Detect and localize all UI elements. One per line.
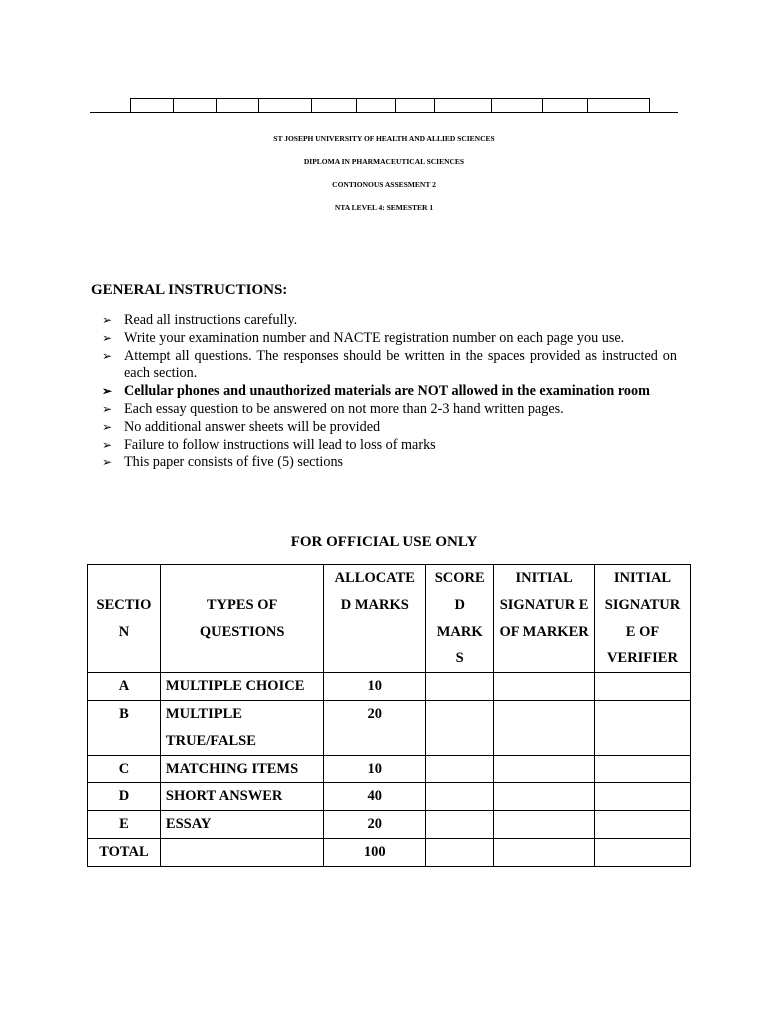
instruction-item: ➢ Write your examination number and NACTE registration number on each page you use. — [102, 329, 625, 346]
exam-number-box[interactable] — [492, 99, 543, 112]
exam-number-box[interactable] — [174, 99, 217, 112]
section-cell: B — [88, 700, 161, 755]
marker-signature-cell[interactable] — [494, 673, 595, 701]
type-cell: MULTIPLE CHOICE — [160, 673, 323, 701]
table-row — [88, 755, 691, 783]
arrow-bullet-icon: ➢ — [102, 419, 113, 434]
exam-number-boxes[interactable] — [130, 98, 650, 113]
exam-number-box[interactable] — [588, 99, 650, 112]
table-row — [88, 811, 691, 839]
arrow-bullet-icon: ➢ — [102, 348, 113, 363]
instruction-item: ➢ Cellular phones and unauthorized materials are NOT allowed in the examination room — [102, 383, 650, 400]
header-types: TYPES OF QUESTIONS — [160, 565, 323, 673]
table-header-row — [88, 565, 691, 673]
official-use-title: FOR OFFICIAL USE ONLY — [290, 534, 478, 550]
total-label-cell: TOTAL — [88, 838, 161, 866]
header-section: SECTIO N — [88, 565, 161, 673]
scored-marks-cell[interactable] — [426, 700, 494, 755]
scored-marks-cell[interactable] — [426, 811, 494, 839]
university-name: ST JOSEPH UNIVERSITY OF HEALTH AND ALLIED SCIENCES — [273, 134, 495, 143]
allocated-marks-cell: 10 — [324, 755, 426, 783]
type-cell — [160, 838, 323, 866]
instruction-item: ➢ This paper consists of five (5) sections — [102, 454, 344, 471]
verifier-signature-cell[interactable] — [595, 838, 691, 866]
instruction-item: ➢ Attempt all questions. The responses should be written in the spaces provided as instructed on each section. — [102, 347, 677, 382]
header-marker-signature: INITIAL SIGNATUR E OF MARKER — [494, 565, 595, 673]
scored-marks-cell[interactable] — [426, 673, 494, 701]
verifier-signature-cell[interactable] — [595, 755, 691, 783]
exam-number-box[interactable] — [435, 99, 492, 112]
marker-signature-cell[interactable] — [494, 783, 595, 811]
exam-number-box[interactable] — [543, 99, 588, 112]
section-cell: D — [88, 783, 161, 811]
exam-number-box[interactable] — [259, 99, 312, 112]
table-row — [88, 673, 691, 701]
marker-signature-cell[interactable] — [494, 755, 595, 783]
general-instructions-title: GENERAL INSTRUCTIONS: — [91, 282, 288, 298]
table-row — [88, 783, 691, 811]
exam-number-box[interactable] — [396, 99, 435, 112]
table-row-total — [88, 838, 691, 866]
arrow-bullet-icon: ➢ — [102, 313, 113, 327]
header-scored-marks: SCORE D MARK S — [426, 565, 494, 673]
arrow-bullet-icon: ➢ — [102, 455, 113, 470]
instruction-item: ➢ Each essay question to be answered on not more than 2-3 hand written pages. — [102, 400, 564, 417]
instruction-item: ➢ Failure to follow instructions will lead to loss of marks — [102, 436, 436, 453]
table-row — [88, 700, 691, 755]
verifier-signature-cell[interactable] — [595, 700, 691, 755]
header-allocated-marks: ALLOCATE D MARKS — [324, 565, 426, 673]
verifier-signature-cell[interactable] — [595, 783, 691, 811]
arrow-bullet-icon: ➢ — [102, 401, 113, 416]
allocated-marks-cell: 20 — [324, 700, 426, 755]
official-use-table — [87, 564, 691, 867]
scored-marks-cell[interactable] — [426, 755, 494, 783]
marker-signature-cell[interactable] — [494, 838, 595, 866]
type-cell: MULTIPLE TRUE/FALSE — [160, 700, 323, 755]
section-cell: E — [88, 811, 161, 839]
marker-signature-cell[interactable] — [494, 700, 595, 755]
marker-signature-cell[interactable] — [494, 811, 595, 839]
exam-number-box[interactable] — [217, 99, 259, 112]
exam-number-box[interactable] — [357, 99, 396, 112]
total-marks-cell: 100 — [324, 838, 426, 866]
section-cell: A — [88, 673, 161, 701]
exam-number-box[interactable] — [312, 99, 357, 112]
instruction-item: ➢ No additional answer sheets will be provided — [102, 418, 381, 435]
instructions-list — [100, 312, 677, 472]
allocated-marks-cell: 10 — [324, 673, 426, 701]
arrow-bullet-icon: ➢ — [102, 384, 113, 399]
type-cell: MATCHING ITEMS — [160, 755, 323, 783]
scored-marks-cell[interactable] — [426, 838, 494, 866]
allocated-marks-cell: 20 — [324, 811, 426, 839]
allocated-marks-cell: 40 — [324, 783, 426, 811]
scored-marks-cell[interactable] — [426, 783, 494, 811]
arrow-bullet-icon: ➢ — [102, 330, 113, 345]
exam-number-box[interactable] — [131, 99, 174, 112]
header-verifier-signature: INITIAL SIGNATUR E OF VERIFIER — [595, 565, 691, 673]
arrow-bullet-icon: ➢ — [102, 437, 113, 452]
instruction-item: ➢ Read all instructions carefully. — [102, 312, 298, 328]
type-cell: ESSAY — [160, 811, 323, 839]
section-cell: C — [88, 755, 161, 783]
assessment-name: CONTIONOUS ASSESMENT 2 — [332, 180, 436, 189]
program-name: DIPLOMA IN PHARMACEUTICAL SCIENCES — [303, 157, 465, 166]
verifier-signature-cell[interactable] — [595, 811, 691, 839]
verifier-signature-cell[interactable] — [595, 673, 691, 701]
type-cell: SHORT ANSWER — [160, 783, 323, 811]
level-semester: NTA LEVEL 4: SEMESTER 1 — [334, 203, 434, 212]
